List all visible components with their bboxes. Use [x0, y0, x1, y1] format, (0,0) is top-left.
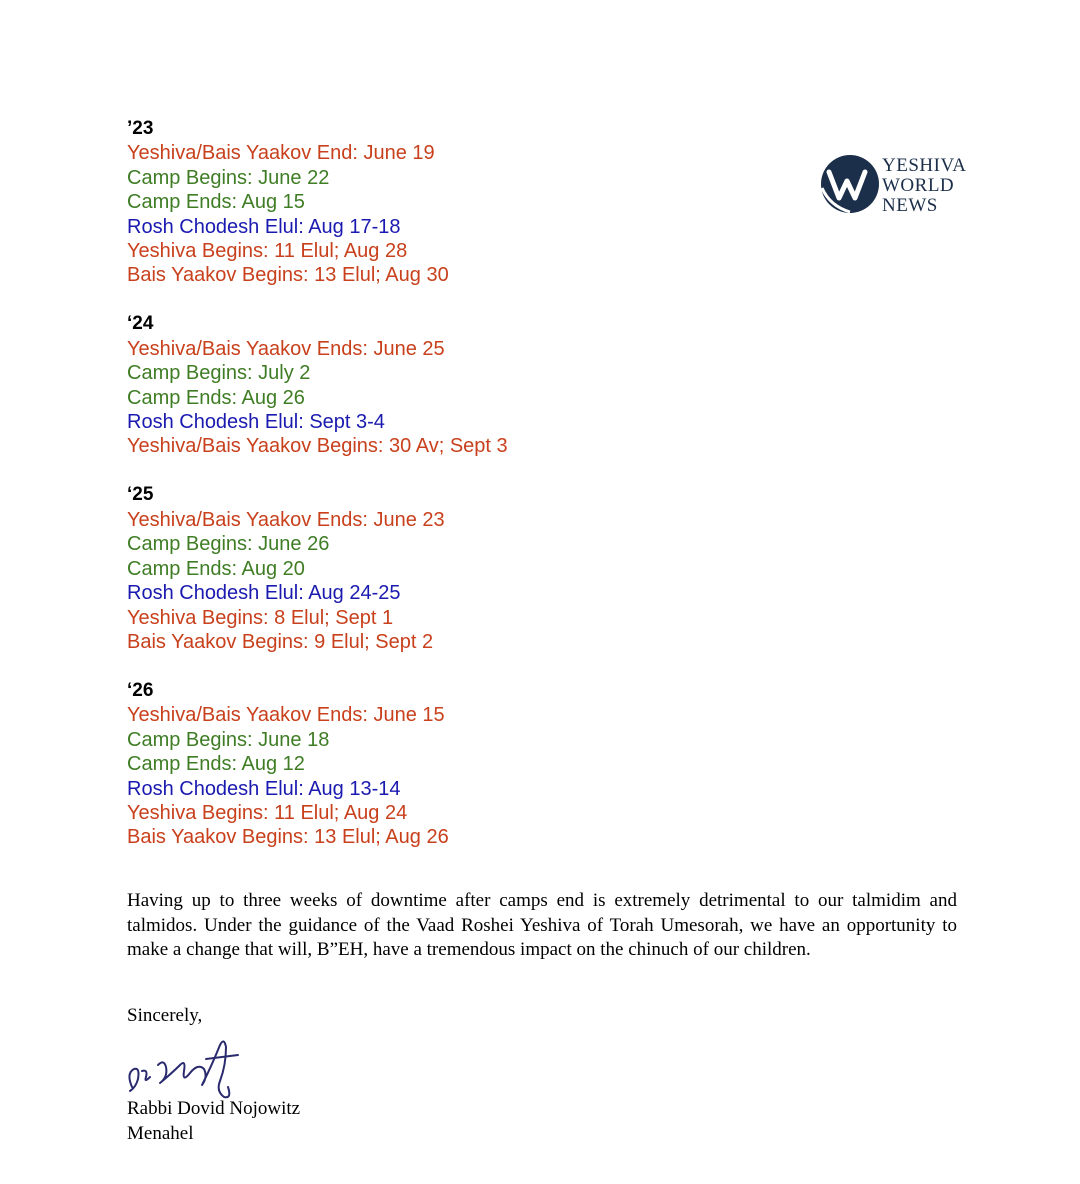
schedule-line: Rosh Chodesh Elul: Aug 13-14 — [127, 777, 401, 800]
signer-block — [127, 1097, 300, 1146]
schedule-line: Yeshiva Begins: 11 Elul; Aug 28 — [127, 240, 408, 263]
year-heading: ‘24 — [127, 313, 154, 335]
schedule-line: Camp Begins: July 2 — [127, 362, 311, 385]
schedule-line: Camp Begins: June 18 — [127, 728, 330, 751]
schedule-line: Bais Yaakov Begins: 9 Elul; Sept 2 — [127, 630, 434, 653]
schedule-line: Camp Ends: Aug 12 — [127, 753, 305, 776]
schedule-line: Yeshiva/Bais Yaakov Ends: June 25 — [127, 337, 445, 360]
logo-wordmark — [882, 156, 966, 216]
year-block — [127, 483, 767, 654]
letter-body — [127, 889, 957, 963]
signer-title: Menahel — [127, 1122, 194, 1144]
logo-line-1: YESHIVA — [882, 155, 967, 176]
year-heading: ’23 — [127, 118, 154, 139]
schedule-line: Yeshiva/Bais Yaakov Begins: 30 Av; Sept 3 — [127, 435, 508, 458]
body-paragraph: Having up to three weeks of downtime after camps end is extremely detrimental to our talmidim and talmidos. Under the guidance of the Vaad Roshei Yeshiva of Torah Umesorah, we have an opportunity to make a change that will, B”EH, have a tremendous impact on the chinuch of our children. — [127, 890, 957, 960]
year-block — [127, 312, 767, 458]
schedule-line: Yeshiva/Bais Yaakov End: June 19 — [127, 142, 435, 165]
schedule-line: Yeshiva/Bais Yaakov Ends: June 23 — [127, 508, 445, 531]
schedule-line: Camp Ends: Aug 20 — [127, 557, 305, 580]
schedule-line: Rosh Chodesh Elul: Aug 17-18 — [127, 215, 401, 238]
schedule-list — [127, 117, 767, 874]
schedule-line: Yeshiva Begins: 11 Elul; Aug 24 — [127, 801, 408, 824]
logo-line-3: NEWS — [882, 195, 938, 216]
logo-line-2: WORLD — [882, 175, 955, 196]
schedule-line: Camp Begins: June 26 — [127, 533, 330, 556]
logo-mark-icon — [820, 154, 880, 214]
schedule-line: Rosh Chodesh Elul: Sept 3-4 — [127, 411, 385, 434]
closing-salutation: Sincerely, — [127, 1005, 203, 1026]
year-block — [127, 117, 767, 288]
schedule-line: Camp Ends: Aug 26 — [127, 386, 305, 409]
schedule-line: Yeshiva Begins: 8 Elul; Sept 1 — [127, 606, 394, 629]
schedule-line: Bais Yaakov Begins: 13 Elul; Aug 26 — [127, 826, 449, 849]
schedule-line: Camp Begins: June 22 — [127, 166, 330, 189]
schedule-line: Camp Ends: Aug 15 — [127, 191, 305, 214]
year-heading: ‘25 — [127, 484, 154, 506]
signer-name: Rabbi Dovid Nojowitz — [127, 1098, 301, 1119]
handwritten-signature — [120, 1025, 250, 1105]
yeshiva-world-news-logo — [816, 152, 980, 216]
year-heading: ‘26 — [127, 679, 154, 701]
schedule-line: Yeshiva/Bais Yaakov Ends: June 15 — [127, 704, 445, 727]
schedule-line: Bais Yaakov Begins: 13 Elul; Aug 30 — [127, 264, 449, 287]
schedule-line: Rosh Chodesh Elul: Aug 24-25 — [127, 582, 401, 605]
year-block — [127, 679, 767, 850]
